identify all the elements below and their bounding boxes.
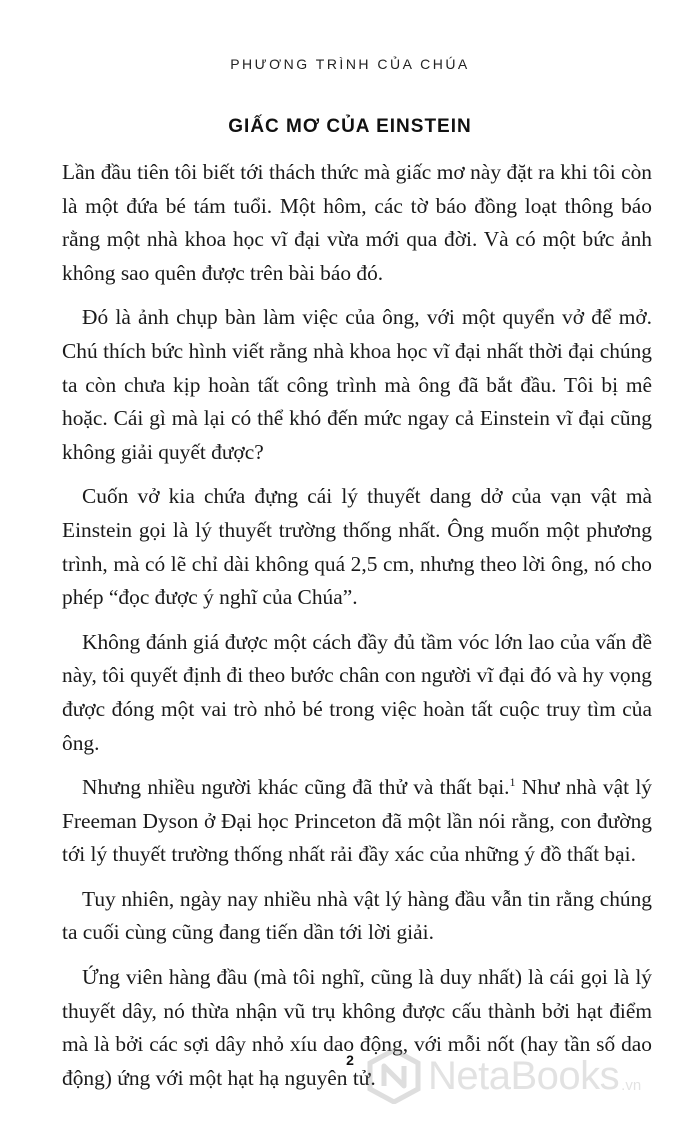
- paragraph: Tuy nhiên, ngày nay nhiều nhà vật lý hàng đầu vẫn tin rằng chúng ta cuối cùng cũng đang tiến dần tới lời giải.: [62, 886, 652, 945]
- paragraph: Không đánh giá được một cách đầy đủ tầm vóc lớn lao của vấn đề này, tôi quyết định đi theo bước chân con người vĩ đại đó và hy vọng được đóng một vai trò nhỏ bé trong việc hoàn tất cuộc truy tìm của ông.: [62, 629, 652, 755]
- watermark-suffix: .vn: [621, 1077, 642, 1094]
- running-header: PHƯƠNG TRÌNH CỦA CHÚA: [230, 56, 470, 72]
- chapter-title: GIẤC MƠ CỦA EINSTEIN: [228, 116, 472, 137]
- paragraph: Ứng viên hàng đầu (mà tôi nghĩ, cũng là duy nhất) là cái gọi là lý thuyết dây, nó thừa nhận vũ trụ không được cấu thành bởi hạt điểm mà là bởi các sợi dây nhỏ xíu dao động, với mỗi nốt (hay tần số dao động) ứng với một hạt hạ nguyên tử.: [62, 965, 652, 1090]
- paragraph: Lần đầu tiên tôi biết tới thách thức mà giấc mơ này đặt ra khi tôi còn là một đứa bé tám tuổi. Một hôm, các tờ báo đồng loạt thông báo rằng một nhà khoa học vĩ đại vừa mới qua đời. Và có một bức ảnh không sao quên được trên bài báo đó.: [62, 160, 652, 285]
- netabooks-logo-icon: [366, 1048, 422, 1104]
- paragraph-with-footnote: [62, 771, 652, 872]
- page-number: 2: [346, 1052, 354, 1068]
- watermark-text: NetaBooks: [428, 1053, 620, 1098]
- footnote-marker[interactable]: 1: [509, 774, 516, 789]
- paragraph: Đó là ảnh chụp bàn làm việc của ông, với một quyển vở để mở. Chú thích bức hình viết rằng nhà khoa học vĩ đại nhất thời đại chúng ta còn chưa kịp hoàn tất công trình mà ông đã bắt đầu. Tôi bị mê hoặc. Cái gì mà lại có thể khó đến mức ngay cả Einstein vĩ đại cũng không giải quyết được?: [62, 305, 652, 464]
- body-text: [62, 156, 652, 1106]
- paragraph: Cuốn vở kia chứa đựng cái lý thuyết dang dở của vạn vật mà Einstein gọi là lý thuyết trường thống nhất. Ông muốn một phương trình, mà có lẽ chỉ dài không quá 2,5 cm, nhưng theo lời ông, nó cho phép “đọc được ý nghĩ của Chúa”.: [62, 484, 652, 610]
- watermark: [366, 1046, 696, 1106]
- paragraph-text: Như nhà vật lý Freeman Dyson ở Đại học Princeton đã một lần nói rằng, con đường tới lý thuyết trường thống nhất rải đầy xác của những ý đồ thất bại.: [62, 775, 652, 867]
- paragraph-text: Nhưng nhiều người khác cũng đã thử và thất bại.: [82, 775, 510, 800]
